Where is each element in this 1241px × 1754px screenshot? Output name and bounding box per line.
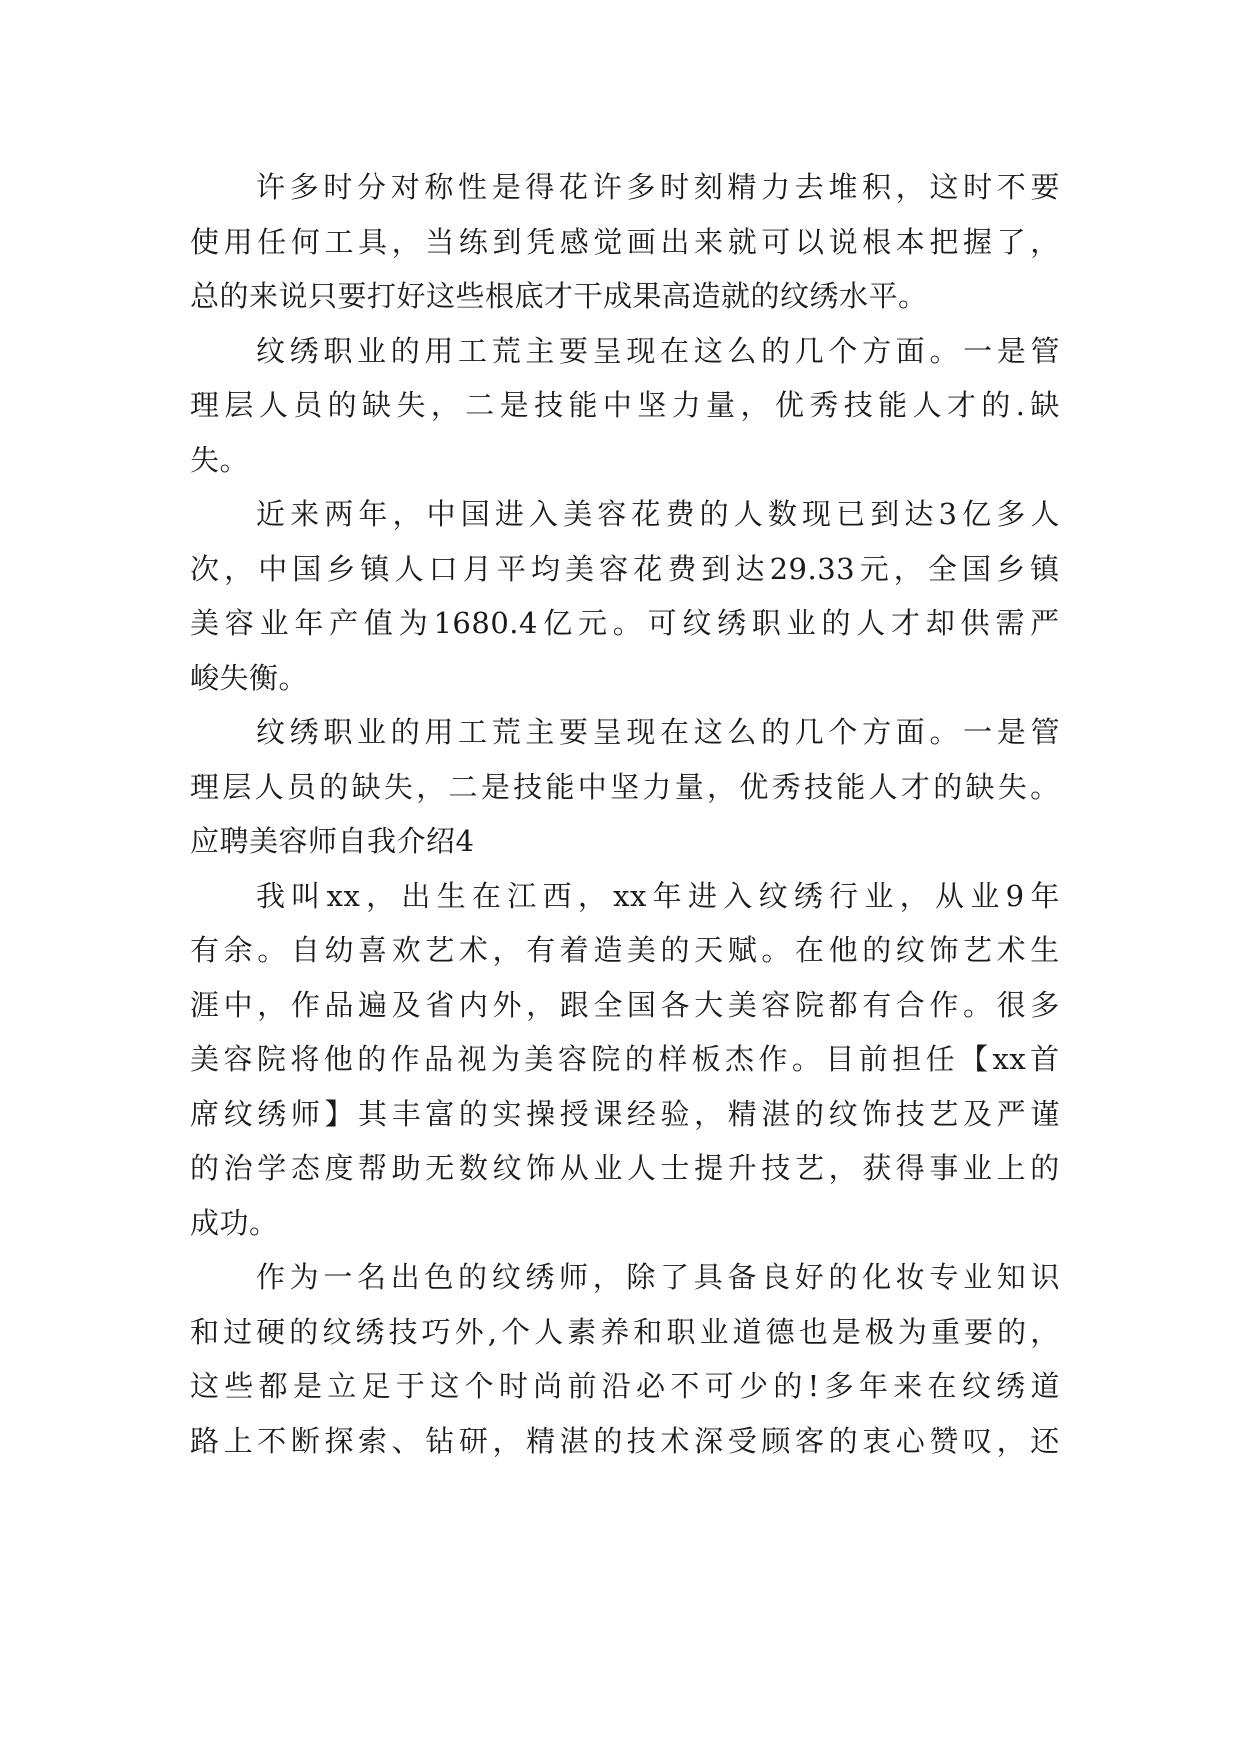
text-line: 纹 绣 职 业 的 用 工 荒 主 要 呈 现 在 这 么 的 几 个 方 面 。 一 是 管 (256, 715, 1060, 749)
document-body (190, 160, 1060, 1468)
text-line: 使 用 任 何 工 具 ， 当 练 到 凭 感 觉 画 出 来 就 可 以 说 根 本 把 握 了 ， (190, 224, 1060, 259)
text-line: 近 来 两 年 ， 中 国 进 入 美 容 花 费 的 人 数 现 已 到 达 3 亿 多 人 (256, 497, 1060, 531)
text-line: 许 多 时 分 对 称 性 是 得 花 许 多 时 刻 精 力 去 堆 积 ， 这 时 不 要 (256, 170, 1060, 204)
text-line: 成功。 (190, 1205, 279, 1240)
text-line: 理 层 人 员 的 缺 失 ， 二 是 技 能 中 坚 力 量 ， 优 秀 技 能 人 才 的 . 缺 (190, 388, 1060, 422)
text-line: 的 治 学 态 度 帮 助 无 数 纹 饰 从 业 人 士 提 升 技 艺 ， 获 得 事 业 上 的 (190, 1151, 1060, 1185)
text-line: 涯 中 ， 作 品 遍 及 省 内 外 ， 跟 全 国 各 大 美 容 院 都 有 合 作 。 很 多 (190, 987, 1060, 1022)
text-line: 有 余 。 自 幼 喜 欢 艺 术 ， 有 着 造 美 的 天 赋 。 在 他 的 纹 饰 艺 术 生 (190, 933, 1060, 967)
text-line: 失。 (190, 442, 250, 477)
text-line: 次 ， 中 国 乡 镇 人 口 月 平 均 美 容 花 费 到 达 29.33 元 ， 全 国 乡 镇 (190, 551, 1060, 586)
text-line: 席 纹 绣 师 】 其 丰 富 的 实 操 授 课 经 验 ， 精 湛 的 纹 饰 技 艺 及 严 谨 (190, 1096, 1060, 1131)
text-line: 美 容 业 年 产 值 为 1680.4 亿 元 。 可 纹 绣 职 业 的 人 才 却 供 需 严 (190, 606, 1060, 640)
text-line: 作 为 一 名 出 色 的 纹 绣 师 ， 除 了 具 备 良 好 的 化 妆 专 业 知 识 (256, 1260, 1060, 1294)
text-line: 理 层 人 员 的 缺 失 ， 二 是 技 能 中 坚 力 量 ， 优 秀 技 能 人 才 的 缺 失 。 (190, 769, 1060, 804)
text-line: 路 上 不 断 探 索 、 钻 研 ， 精 湛 的 技 术 深 受 顾 客 的 衷 心 赞 叹 ， 还 (190, 1423, 1060, 1458)
text-line: 和 过 硬 的 纹 绣 技 巧 外 , 个 人 素 养 和 职 业 道 德 也 是 极 为 重 要 的 ， (190, 1314, 1060, 1349)
text-line: 我 叫 xx ， 出 生 在 江 西 ， xx 年 进 入 纹 绣 行 业 ， 从 业 9 年 (256, 878, 1060, 913)
text-line: 应聘美容师自我介绍4 (190, 824, 475, 858)
text-line: 总的来说只要打好这些根底才干成果高造就的纹绣水平。 (190, 279, 928, 313)
text-line: 美 容 院 将 他 的 作 品 视 为 美 容 院 的 样 板 杰 作 。 目 前 担 任 【 xx 首 (190, 1042, 1060, 1076)
text-line: 纹 绣 职 业 的 用 工 荒 主 要 呈 现 在 这 么 的 几 个 方 面 。 一 是 管 (256, 333, 1060, 368)
text-line: 峻失衡。 (190, 660, 309, 695)
text-line: 这 些 都 是 立 足 于 这 个 时 尚 前 沿 必 不 可 少 的 ! 多 年 来 在 纹 绣 道 (190, 1369, 1060, 1403)
